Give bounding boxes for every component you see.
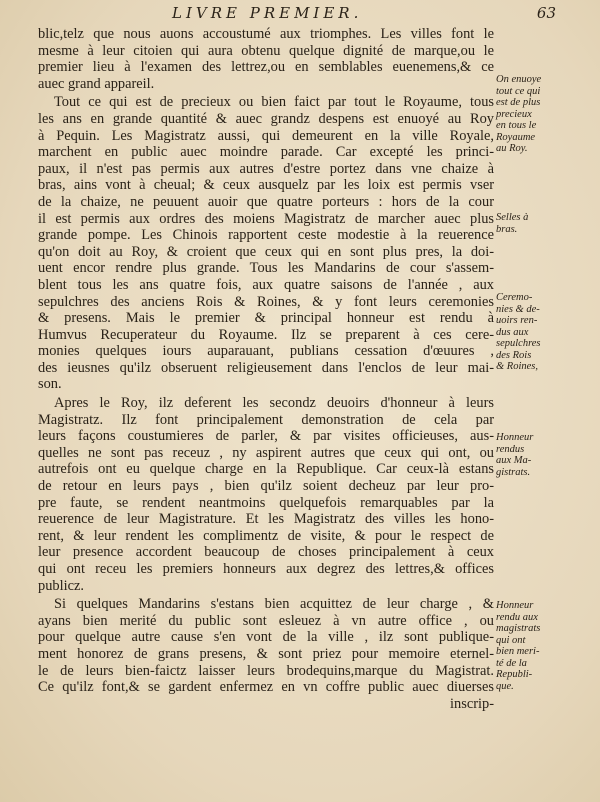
text-line: pour quelque autre cause s'en vont de la ville , ilz sont publique-: [38, 629, 494, 646]
margin-note-line: des Rois: [496, 349, 532, 361]
margin-note-line: bras.: [496, 223, 518, 235]
margin-note-line: sepulchres: [496, 338, 541, 349]
page-header: [0, 4, 600, 26]
paragraph: [38, 94, 494, 393]
margin-note: [496, 292, 596, 373]
text-line: paux, il n'est pas permis aux autres d'estre portez dans vne chaize à: [38, 160, 494, 177]
paragraph: [38, 26, 494, 92]
paragraph: [38, 395, 494, 594]
margin-note-line: aux Ma-: [496, 455, 532, 466]
text-line: publicz.: [38, 577, 84, 594]
text-line: le de leurs bien-faictz laisser leurs brodequins,marque du Magistrat.: [38, 662, 494, 679]
margin-note-line: au Roy.: [496, 143, 528, 154]
text-line: & presens. Mais le premier & principal honneur est rendu à: [38, 310, 494, 327]
text-line: Humvus Recuperateur du Royaume. Ilz se preparent à ces cere-: [38, 326, 494, 343]
text-line: les ans en grande quantité & auec grandz despens est enuoyé au Roy: [38, 110, 494, 127]
margin-note-line: & Roines,: [496, 361, 538, 372]
margin-note-line: On enuoye: [496, 74, 542, 85]
margin-note-line: gistrats.: [496, 466, 531, 478]
margin-note-line: rendu aux: [496, 611, 538, 623]
text-line: Apres le Roy, ilz deferent les secondz deuoirs d'honneur à leurs: [54, 395, 494, 412]
text-line: monies quelques iours auparauant, publians cessation d'œuures ,: [38, 343, 494, 360]
text-line: rent, & leur rendent les complimentz de visite, & pour le respect de: [38, 527, 494, 544]
margin-note-line: en tous le: [496, 120, 537, 131]
margin-note: [496, 432, 596, 478]
text-line: de la chaize, ne peuuent auoir que quatre porteurs : hors de la cour: [38, 193, 494, 210]
page-number: 63: [536, 4, 556, 22]
catchword: inscrip-: [450, 695, 494, 712]
margin-note-line: Royaume: [496, 131, 536, 143]
text-line: des ieusnes qu'ilz obseruent religieusement dans l'enclos de leur mai-: [38, 359, 494, 376]
margin-note-line: Republi-: [496, 669, 533, 680]
margin-note-line: rendus: [496, 443, 525, 455]
text-line: ayans bien merité du public sont esleuez à vn autre office , ou: [38, 612, 494, 629]
text-line: grande pompe. Les Chinois rapportent ceste modestie à la reuerence: [38, 227, 494, 244]
text-line: son.: [38, 376, 62, 393]
text-line: à Pequin. Les Magistratz aussi, qui demeurent en la ville Royale,: [38, 127, 494, 144]
margin-note-line: tout ce qui: [496, 85, 541, 97]
text-line: il est permis aux ordres des moiens Magistratz de marcher auec plus: [38, 210, 494, 227]
text-line: qu'on doit au Roy, & croient que ceux qui en sont plus pres, la doi-: [38, 243, 494, 260]
margin-note-line: uoirs ren-: [496, 315, 538, 326]
text-line: blent tous les ans quatre fois, aux quatre saisons de l'année , aux: [38, 276, 494, 293]
text-line: blic,telz que nous auons accoustumé aux triomphes. Les villes font le: [38, 26, 494, 42]
margin-note: [496, 600, 596, 692]
text-line: leurs façons coustumieres de parler, & par visites officieuses, aus-: [38, 428, 494, 445]
text-line: Ce qu'ilz font,& se gardent enfermez en vn coffre public auec diuerses: [38, 679, 494, 696]
text-line: reuerence de leur Magistrature. Et les Magistratz des villes les hono-: [38, 511, 494, 528]
margin-note-line: bien meri-: [496, 646, 540, 657]
text-line: auec grand appareil.: [38, 75, 155, 92]
text-line: de retour en leurs pays , bien qu'ilz soient decheuz par leur pro-: [38, 478, 494, 495]
text-line: mesme à leur citoien qui aura obtenu quelque dignité de marque,ou le: [38, 42, 494, 59]
text-line: qui ont receu les premiers honneurs aux degrez des lettres,& offices: [38, 561, 494, 577]
text-line: pre faute, se rendent neantmoins quelquefois remarquables par la: [38, 494, 494, 511]
margin-note: [496, 74, 596, 155]
margin-note-line: té de la: [496, 657, 527, 669]
margin-note: [496, 212, 596, 235]
text-line: quelles ne sont pas receuz , ny aspirent autres que ceux qui ont, ou: [38, 444, 494, 461]
margin-note-line: Selles à: [496, 212, 529, 223]
margin-note-line: Honneur: [496, 432, 534, 443]
margin-note-line: Honneur: [496, 600, 534, 611]
text-line: Tout ce qui est de precieux ou bien faict par tout le Royaume, tous: [54, 94, 494, 111]
text-line: uent encor rendre plus grande. Tous les Mandarins de cour s'assem-: [38, 260, 494, 277]
running-title: LIVRE PREMIER.: [172, 4, 363, 22]
margin-note-line: dus aux: [496, 326, 529, 338]
text-line: Magistratz. Ilz font principalement demonstration de cela par: [38, 411, 494, 428]
margin-note-line: est de plus: [496, 97, 541, 108]
paragraph: [38, 596, 494, 696]
text-line: premier lieu à l'examen des lettrez,ou en semblables euenemens,& ce: [38, 59, 494, 76]
margin-note-line: precieux: [496, 108, 532, 120]
margin-note-line: Ceremo-: [496, 292, 533, 303]
body-text: [38, 26, 494, 712]
text-line: leur presence accordent beaucoup de choses principalement à ceux: [38, 544, 494, 561]
margin-note-line: nies & de-: [496, 303, 540, 315]
text-line: ment honorez de grans presens, & sont priez pour memoire eternel-: [38, 645, 494, 662]
text-line: autrefois ont eu quelque charge en la Republique. Car ceux-là estans: [38, 461, 494, 478]
text-line: bras, ains vont à cheual; & ceux ausquelz par les loix est permis vser: [38, 177, 494, 194]
text-line: marchent en public auec moindre parade. Car excepté les princi-: [38, 144, 494, 161]
margin-note-line: magistrats: [496, 623, 541, 634]
margin-note-line: qui ont: [496, 634, 526, 646]
text-line: sepulchres des anciens Rois & Roines, & y font leurs ceremonies: [38, 293, 494, 310]
text-line: Si quelques Mandarins s'estans bien acquittez de leur charge , &: [54, 596, 494, 613]
margin-note-line: que.: [496, 680, 514, 692]
